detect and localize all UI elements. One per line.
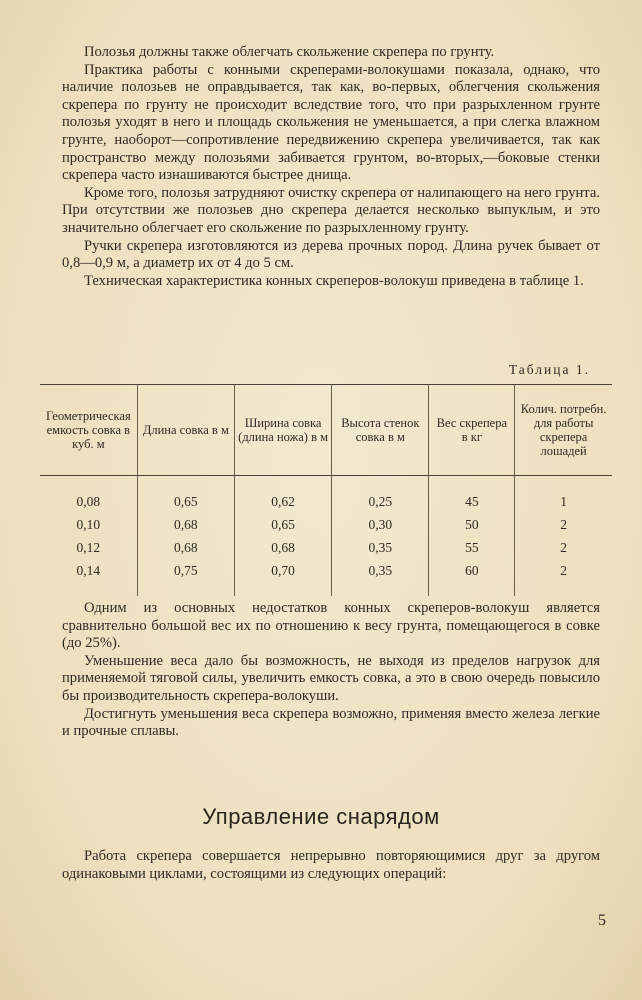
table-cell: 0,12: [76, 539, 101, 555]
table-cell: 2: [515, 559, 612, 582]
header-horses: Колич. потребн. для работы скрепера лошадей: [515, 385, 612, 476]
table-cell: 1: [515, 490, 612, 513]
table-cell: 0,10: [76, 516, 101, 532]
page-number: 5: [598, 912, 606, 929]
table-cell: 0,35: [332, 536, 429, 559]
text-block-bottom: [62, 600, 600, 741]
table-cell: 0,08: [76, 493, 101, 509]
table-header-row: [40, 385, 612, 476]
header-length: Длина совка в м: [137, 385, 234, 476]
spec-table: [40, 384, 612, 584]
table-cell: 50: [429, 513, 515, 536]
section-title: Управление снарядом: [202, 804, 440, 829]
table-cell: 0,14: [76, 562, 101, 578]
table-cell: 0,68: [137, 536, 234, 559]
table-cell: 0,75: [137, 559, 234, 582]
paragraph: Практика работы с конными скреперами-волокушами показала, однако, что наличие полозьев не оправдывается, так как, во-первых, облегчения скольжения скрепера по грунту не происходит вследствие того, что при разрыхленном грунте полозья уходят в него и площадь скольжения не уменьшается, а при слегка влажном грунте, наоборот—сопротивление передвижению скрепера увеличивается, так как пространство между полозьями забивается грунтом, во-вторых,—боковые стенки скрепера часто изнашиваются быстрее днища.: [62, 61, 600, 184]
paragraph: Техническая характеристика конных скреперов-волокуш приведена в таблице 1.: [84, 272, 584, 289]
table-cell: 60: [429, 559, 515, 582]
table-cell: 45: [429, 490, 515, 513]
table-cell: 0,62: [234, 490, 331, 513]
table-cell: 0,68: [137, 513, 234, 536]
table-cell: 0,70: [234, 559, 331, 582]
table-cell: 0,68: [234, 536, 331, 559]
table-cell: 0,25: [332, 490, 429, 513]
paragraph: Достигнуть уменьшения веса скрепера возможно, применяя вместо железа легкие и прочные сплавы.: [62, 705, 600, 740]
paragraph: Уменьшение веса дало бы возможность, не выходя из пределов нагрузок для применяемой тяговой силы, увеличить емкость совка, а это в свою очередь повысило бы производительность скрепера-волокуши.: [62, 652, 600, 704]
text-block-top: [62, 44, 600, 290]
table-cell: 0,65: [234, 513, 331, 536]
header-height: Высота стенок совка в м: [332, 385, 429, 476]
paragraph: Полозья должны также облегчать скольжение скрепера по грунту.: [84, 44, 495, 60]
header-width: Ширина совка (длина ножа) в м: [234, 385, 331, 476]
table-row: [40, 513, 612, 536]
table-cell: 2: [515, 536, 612, 559]
table-cell: 2: [515, 513, 612, 536]
table-row: [40, 536, 612, 559]
table-row: [40, 490, 612, 513]
table-cell: 55: [429, 536, 515, 559]
table-cell: 0,65: [137, 490, 234, 513]
table-cell: 0,30: [332, 513, 429, 536]
header-capacity: Геометрическая емкость совка в куб. м: [40, 385, 137, 476]
paragraph: Одним из основных недостатков конных скреперов-волокуш является сравнительно большой вес их по отношению к весу грунта, помещающегося в совке (до 25%).: [62, 600, 600, 652]
paragraph: Работа скрепера совершается непрерывно повторяющимися друг за другом одинаковыми циклами, состоящими из следующих операций:: [62, 848, 600, 882]
paragraph: Кроме того, полозья затрудняют очистку скрепера от налипающего на него грунта. При отсутствии же полозьев дно скрепера делается несколько выпуклым, и это значительно облегчает его скольжение по разрыхленному грунту.: [62, 184, 600, 236]
paragraph: Ручки скрепера изготовляются из дерева прочных пород. Длина ручек бывает от 0,8—0,9 м, а диаметр их от 4 до 5 см.: [62, 237, 600, 272]
header-weight: Вес скрепера в кг: [429, 385, 515, 476]
text-block-last: [62, 848, 600, 883]
table-caption: Таблица 1.: [508, 362, 590, 377]
table-row: [40, 559, 612, 582]
table-cell: 0,35: [332, 559, 429, 582]
